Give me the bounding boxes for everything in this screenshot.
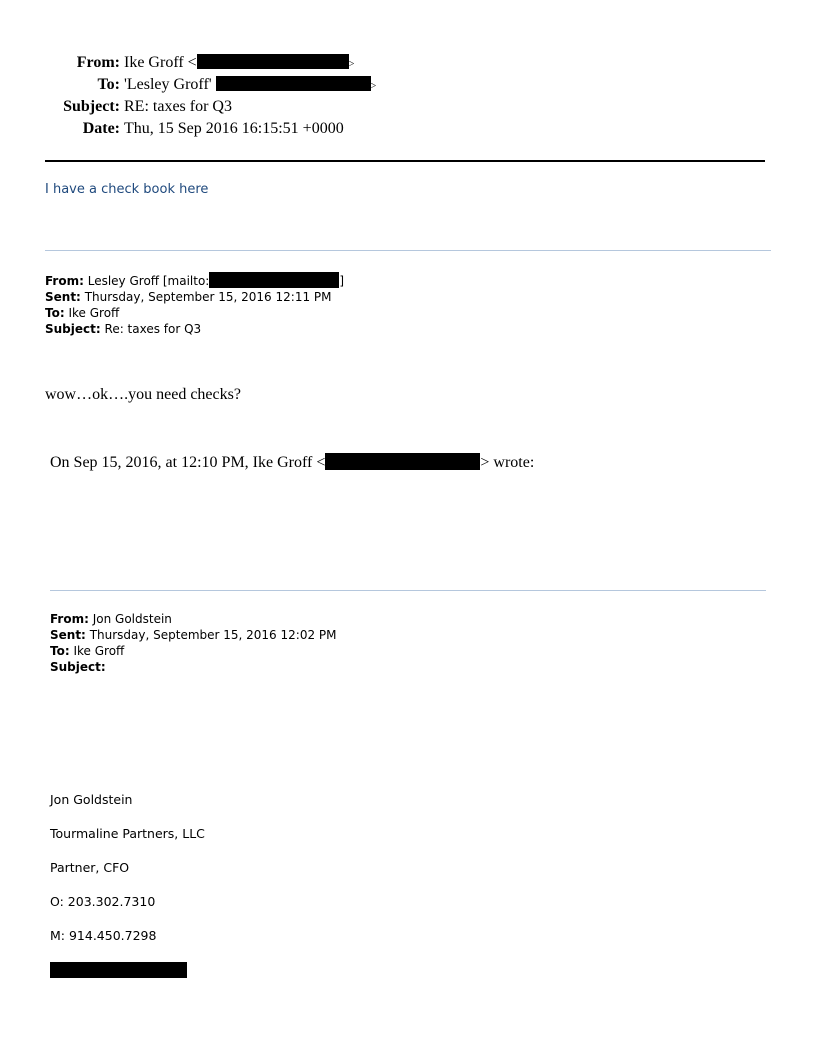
quoted1-subject-value: Re: taxes for Q3: [104, 322, 202, 336]
signature-office-phone: O: 203.302.7310: [50, 894, 156, 909]
header-to-label: To:: [97, 76, 120, 93]
header-from-row: [0, 52, 760, 76]
quoted2-to-value: Ike Groff: [73, 644, 125, 658]
reply-body: I have a check book here: [45, 182, 209, 197]
quoted2-from-row: [50, 611, 337, 627]
quoted1-from-tail: ]: [339, 274, 345, 288]
redaction-bar: [216, 76, 371, 91]
quoted1-subject-label: Subject:: [45, 322, 101, 336]
redaction-bar: [209, 272, 339, 288]
quoted1-sent-label: Sent:: [45, 290, 81, 304]
quoted2-sent-row: [50, 627, 337, 643]
quoted2-subject-row: [50, 659, 337, 675]
header-from-label: From:: [76, 54, 120, 71]
header-divider: [45, 160, 765, 162]
quoted1-body: wow…ok….you need checks?: [45, 386, 241, 403]
header-to-value: 'Lesley Groff': [124, 76, 212, 93]
header-from-tail: >: [348, 59, 355, 70]
signature-name: Jon Goldstein: [50, 792, 133, 807]
signature-mobile-phone: M: 914.450.7298: [50, 928, 157, 943]
quoted2-from-value: Jon Goldstein: [92, 612, 172, 626]
header-date-value: Thu, 15 Sep 2016 16:15:51 +0000: [124, 120, 344, 137]
quoted1-from-value: Lesley Groff [mailto:: [87, 274, 210, 288]
quoted2-sent-value: Thursday, September 15, 2016 12:02 PM: [89, 628, 337, 642]
attribution-prefix: On Sep 15, 2016, at 12:10 PM, Ike Groff <: [50, 454, 326, 471]
quoted1-attribution: [50, 453, 534, 472]
redaction-bar: [50, 962, 187, 978]
quoted1-sent-row: [45, 289, 344, 305]
header-date-row: [0, 118, 760, 140]
header-date-label: Date:: [82, 120, 120, 137]
quoted2-to-label: To:: [50, 644, 70, 658]
header-to-row: [0, 74, 760, 98]
quoted1-from-row: [45, 272, 344, 289]
quoted2-sent-label: Sent:: [50, 628, 86, 642]
quoted2-subject-label: Subject:: [50, 660, 106, 674]
quoted1-from-label: From:: [45, 274, 84, 288]
signature-company: Tourmaline Partners, LLC: [50, 826, 205, 841]
quoted1-to-value: Ike Groff: [68, 306, 120, 320]
quote-divider: [50, 590, 766, 591]
quoted2-from-label: From:: [50, 612, 89, 626]
quote-divider: [45, 250, 771, 251]
header-subject-value: RE: taxes for Q3: [124, 98, 232, 115]
header-subject-label: Subject:: [63, 98, 120, 115]
header-to-tail: >: [370, 81, 377, 92]
quoted2-header: [50, 611, 337, 675]
quoted1-subject-row: [45, 321, 344, 337]
redaction-bar: [197, 54, 349, 69]
redaction-bar: [325, 453, 480, 470]
quoted1-to-row: [45, 305, 344, 321]
header-from-value: Ike Groff <: [124, 54, 197, 71]
attribution-suffix: > wrote:: [480, 454, 535, 471]
quoted1-header: [45, 272, 344, 337]
header-subject-row: [0, 96, 760, 118]
signature-title: Partner, CFO: [50, 860, 130, 875]
quoted1-to-label: To:: [45, 306, 65, 320]
quoted2-to-row: [50, 643, 337, 659]
quoted1-sent-value: Thursday, September 15, 2016 12:11 PM: [84, 290, 332, 304]
